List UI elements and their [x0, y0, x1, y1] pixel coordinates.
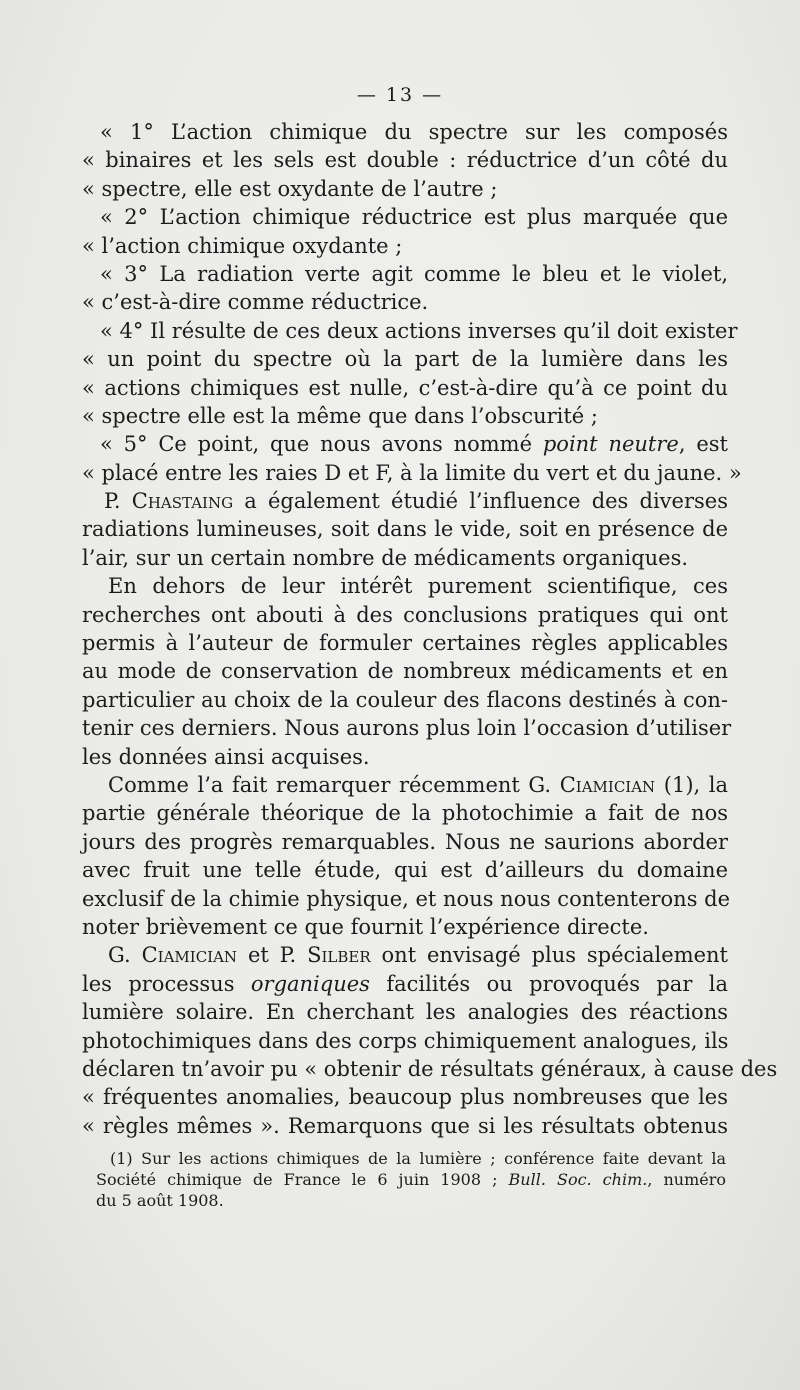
footnote-line	[96, 1169, 726, 1190]
text-segment: G.	[108, 943, 131, 968]
text-line	[82, 970, 728, 998]
text-line	[82, 771, 728, 799]
text-line: avec fruit une telle étude, qui est d’ailleurs du domaine	[82, 858, 728, 883]
italic-term: organiques	[250, 971, 370, 996]
text-line: « binaires et les sels est double : réductrice d’un côté du	[82, 148, 728, 173]
text-line: « règles mêmes ». Remarquons que si les résultats obtenus	[82, 1113, 728, 1138]
text-segment: ont envisagé plus spécialement	[381, 943, 728, 968]
author-name: Silber	[307, 943, 371, 968]
text-segment: Société chimique de France le 6 juin 1908 ;	[96, 1170, 498, 1189]
text-segment: Comme l’a fait remarquer récemment G.	[108, 772, 552, 797]
text-line: « actions chimiques est nulle, c’est-à-dire qu’à ce point du	[82, 375, 728, 400]
footnote	[96, 1148, 726, 1211]
text-line: les données ainsi acquises.	[82, 744, 370, 769]
text-segment: (1), la	[663, 772, 728, 797]
text-line: particulier au choix de la couleur des flacons destinés à con-	[82, 687, 728, 712]
text-line: « spectre, elle est oxydante de l’autre ;	[82, 176, 498, 201]
text-line: lumière solaire. En cherchant les analogies des réactions	[82, 1000, 728, 1025]
text-line: exclusif de la chimie physique, et nous nous contenterons de	[82, 886, 731, 911]
text-line: jours des progrès remarquables. Nous ne saurions aborder	[82, 829, 728, 854]
text-line: « un point du spectre où la part de la lumière dans les	[82, 347, 728, 372]
text-line: l’air, sur un certain nombre de médicaments organiques.	[82, 545, 689, 570]
author-name: Ciamician	[559, 772, 656, 797]
text-line: « 3° La radiation verte agit comme le bleu et le violet,	[100, 261, 728, 286]
text-segment: P.	[104, 489, 121, 514]
text-line: « 4° Il résulte de ces deux actions inverses qu’il doit exister	[100, 318, 738, 343]
author-name: Ciamician	[141, 943, 238, 968]
text-segment: et P.	[247, 943, 297, 968]
text-line	[82, 430, 728, 458]
text-line: « 2° L’action chimique réductrice est plus marquée que	[100, 205, 728, 230]
text-line: « placé entre les raies D et F, à la limite du vert et du jaune. »	[82, 460, 742, 485]
text-line: « c’est-à-dire comme réductrice.	[82, 290, 429, 315]
text-segment: , numéro	[647, 1170, 727, 1189]
text-line	[82, 487, 728, 515]
text-segment: , est	[678, 432, 728, 457]
text-line: « spectre elle est la même que dans l’obscurité ;	[82, 403, 598, 428]
text-line: En dehors de leur intérêt purement scientifique, ces	[108, 574, 728, 599]
text-line: noter brièvement ce que fournit l’expérience directe.	[82, 914, 649, 939]
text-line: partie générale théorique de la photochimie a fait de nos	[82, 801, 728, 826]
text-line: « 1° L’action chimique du spectre sur les composés	[100, 120, 728, 144]
text-line: « l’action chimique oxydante ;	[82, 233, 403, 258]
footnote-line: du 5 août 1908.	[96, 1191, 224, 1210]
text-line: radiations lumineuses, soit dans le vide, soit en présence de	[82, 517, 728, 542]
page-number: — 13 —	[356, 84, 444, 106]
italic-term: point neutre	[542, 432, 679, 457]
text-segment: a également étudié l’influence des diverses	[244, 489, 728, 514]
text-line: déclaren tn’avoir pu « obtenir de résultats généraux, à cause des	[82, 1056, 778, 1081]
text-line	[82, 941, 728, 969]
text-line: photochimiques dans des corps chimiquement analogues, ils	[82, 1028, 729, 1053]
text-segment: les processus	[82, 971, 235, 996]
text-line: tenir ces derniers. Nous aurons plus loin l’occasion d’utiliser	[82, 716, 732, 741]
text-line: permis à l’auteur de formuler certaines règles applicables	[82, 631, 728, 656]
journal-title: Bull. Soc. chim.	[508, 1170, 648, 1189]
author-name: Chastaing	[131, 489, 234, 514]
text-segment: « 5° Ce point, que nous avons nommé	[100, 432, 533, 457]
text-segment: facilités ou provoqués par la	[386, 971, 728, 996]
text-line: au mode de conservation de nombreux médicaments et en	[82, 659, 728, 684]
main-text	[82, 118, 778, 1140]
text-line: recherches ont abouti à des conclusions pratiques qui ont	[82, 602, 728, 627]
text-line: « fréquentes anomalies, beaucoup plus nombreuses que les	[82, 1085, 728, 1110]
footnote-line: (1) Sur les actions chimiques de la lumière ; conférence faite devant la	[110, 1149, 726, 1168]
